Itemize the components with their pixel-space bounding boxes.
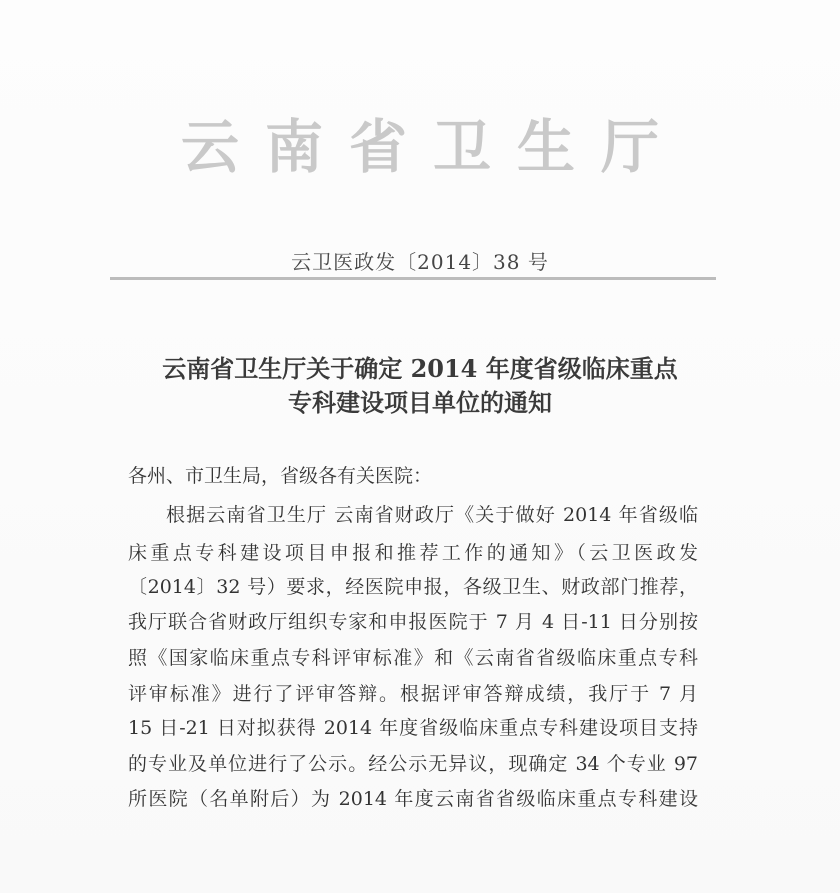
body-line-7: 15 日-21 日对拟获得 2014 年度省级临床重点专科建设项目支持 [128, 717, 698, 739]
body-line-6: 评审标准》进行了评审答辩。根据评审答辩成绩，我厅于 7 月 [128, 683, 698, 705]
header-divider [110, 277, 716, 280]
body-line-5: 照《国家临床重点专科评审标准》和《云南省省级临床重点专科 [128, 647, 698, 669]
body-line-1: 根据云南省卫生厅 云南省财政厅《关于做好 2014 年省级临 [166, 504, 698, 526]
salutation: 各州、市卫生局，省级各有关医院： [128, 465, 433, 487]
body-line-8: 的专业及单位进行了公示。经公示无异议，现确定 34 个专业 97 [128, 753, 698, 775]
document-title [100, 352, 740, 420]
body-line-4: 我厅联合省财政厅组织专家和申报医院于 7 月 4 日-11 日分别按 [128, 611, 698, 633]
title-line-2: 专科建设项目单位的通知 [288, 388, 552, 417]
document-number: 云卫医政发〔2014〕38 号 [291, 250, 549, 274]
body-line-3: 〔2014〕32 号）要求，经医院申报，各级卫生、财政部门推荐， [128, 576, 698, 598]
title-line-1: 云南省卫生厅关于确定 2014 年度省级临床重点 [162, 354, 678, 383]
issuing-organization-header: 云南省卫生厅 [180, 113, 685, 181]
body-line-2: 床重点专科建设项目申报和推荐工作的通知》（云卫医政发 [128, 542, 698, 564]
body-line-9: 所医院（名单附后）为 2014 年度云南省省级临床重点专科建设 [128, 788, 698, 810]
